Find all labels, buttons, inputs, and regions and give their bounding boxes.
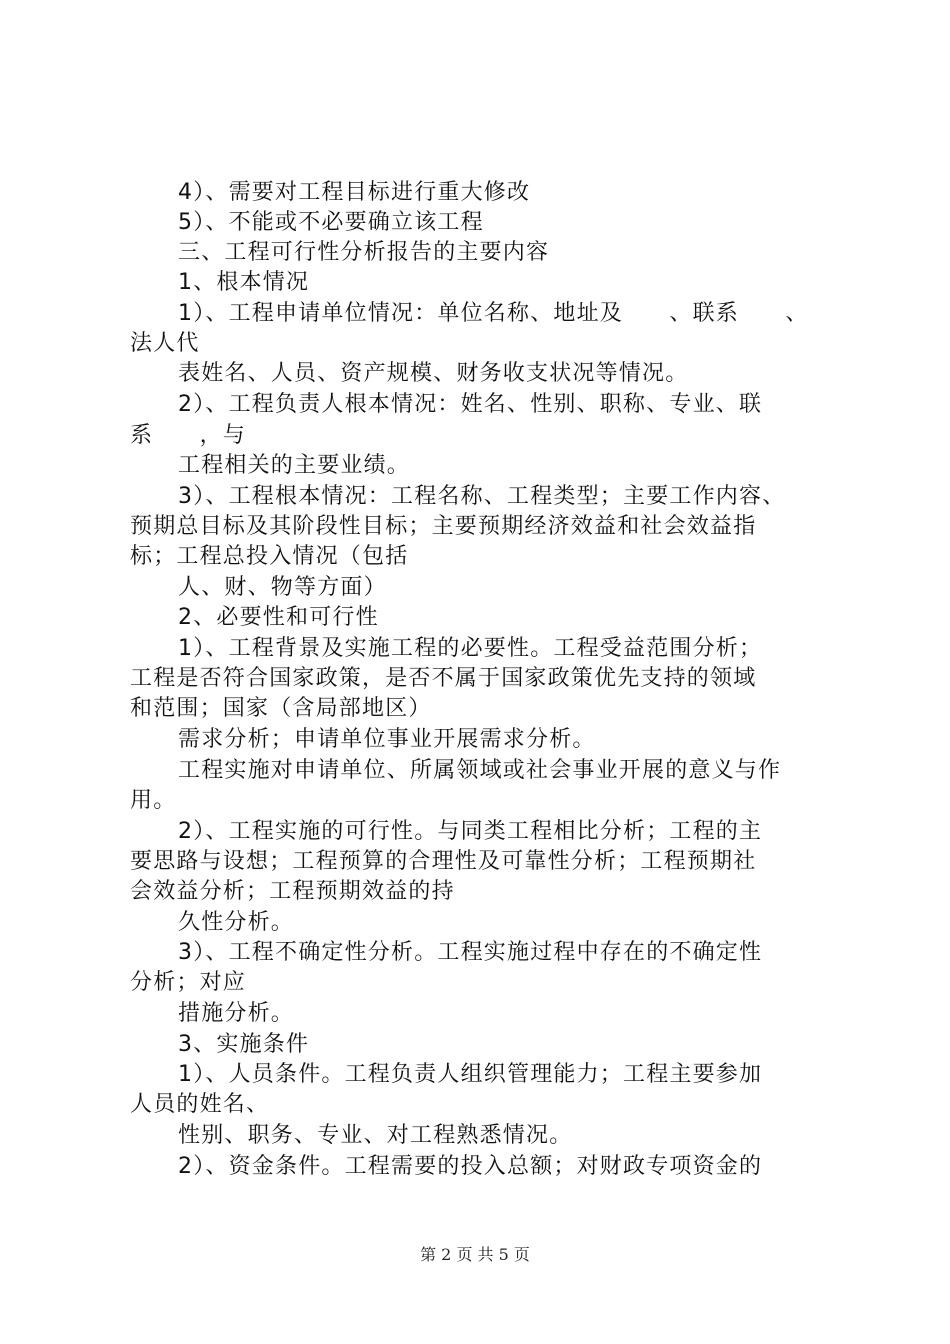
text-line: 性别、职务、专业、对工程熟悉情况。 (178, 1123, 573, 1148)
text-line: 工程相关的主要业绩。 (178, 453, 411, 478)
text-line: 久性分析。 (178, 910, 295, 935)
text-line: 1）、工程背景及实施工程的必要性。工程受益范围分析； (178, 636, 763, 661)
text-line: 人、财、物等方面） (178, 575, 387, 600)
text-line: 5）、不能或不必要确立该工程 (178, 210, 484, 235)
text-line: 2）、资金条件。工程需要的投入总额；对财政专项资金的 (178, 1154, 763, 1179)
text-line: 法人代 (130, 331, 200, 356)
subsection-heading: 2、必要性和可行性 (178, 605, 379, 630)
text-line: 会效益分析；工程预期效益的持 (130, 879, 455, 904)
text-line: 2）、工程实施的可行性。与同类工程相比分析；工程的主 (178, 819, 763, 844)
text-line: 1）、人员条件。工程负责人组织管理能力；工程主要参加 (178, 1062, 763, 1087)
text-line: 4）、需要对工程目标进行重大修改 (178, 180, 531, 205)
text-line: 人员的姓名、 (130, 1092, 270, 1117)
text-line: 表姓名、人员、资产规模、财务收支状况等情况。 (178, 361, 689, 386)
text-line: 和范围；国家（含局部地区） (130, 696, 432, 721)
subsection-heading: 3、实施条件 (178, 1032, 310, 1057)
text-line: 措施分析。 (178, 1001, 295, 1026)
section-heading: 三、工程可行性分析报告的主要内容 (178, 240, 550, 265)
text-line: 需求分析；申请单位事业开展需求分析。 (178, 727, 596, 752)
text-line: 3）、工程不确定性分析。工程实施过程中存在的不确定性 (178, 940, 763, 965)
text-line: 预期总目标及其阶段性目标；主要预期经济效益和社会效益指 (130, 514, 757, 539)
text-line: 3）、工程根本情况：工程名称、工程类型；主要工作内容、 (178, 484, 786, 509)
subsection-heading: 1、根本情况 (178, 270, 310, 295)
text-line: 用。 (130, 788, 177, 813)
text-line: 工程实施对申请单位、所属领域或社会事业开展的意义与作 (178, 758, 782, 783)
text-line: 分析；对应 (130, 970, 247, 995)
text-line: 2）、工程负责人根本情况：姓名、性别、职称、专业、联 (178, 392, 763, 417)
text-line: 系 ，与 (130, 423, 247, 448)
text-line: 工程是否符合国家政策，是否不属于国家政策优先支持的领域 (130, 666, 757, 691)
page-number-footer: 第 2 页 共 5 页 (420, 1245, 530, 1264)
text-line: 1）、工程申请单位情况：单位名称、地址及 、联系 、 (178, 301, 809, 326)
text-line: 标；工程总投入情况（包括 (130, 544, 409, 569)
text-line: 要思路与设想；工程预算的合理性及可靠性分析；工程预期社 (130, 849, 757, 874)
